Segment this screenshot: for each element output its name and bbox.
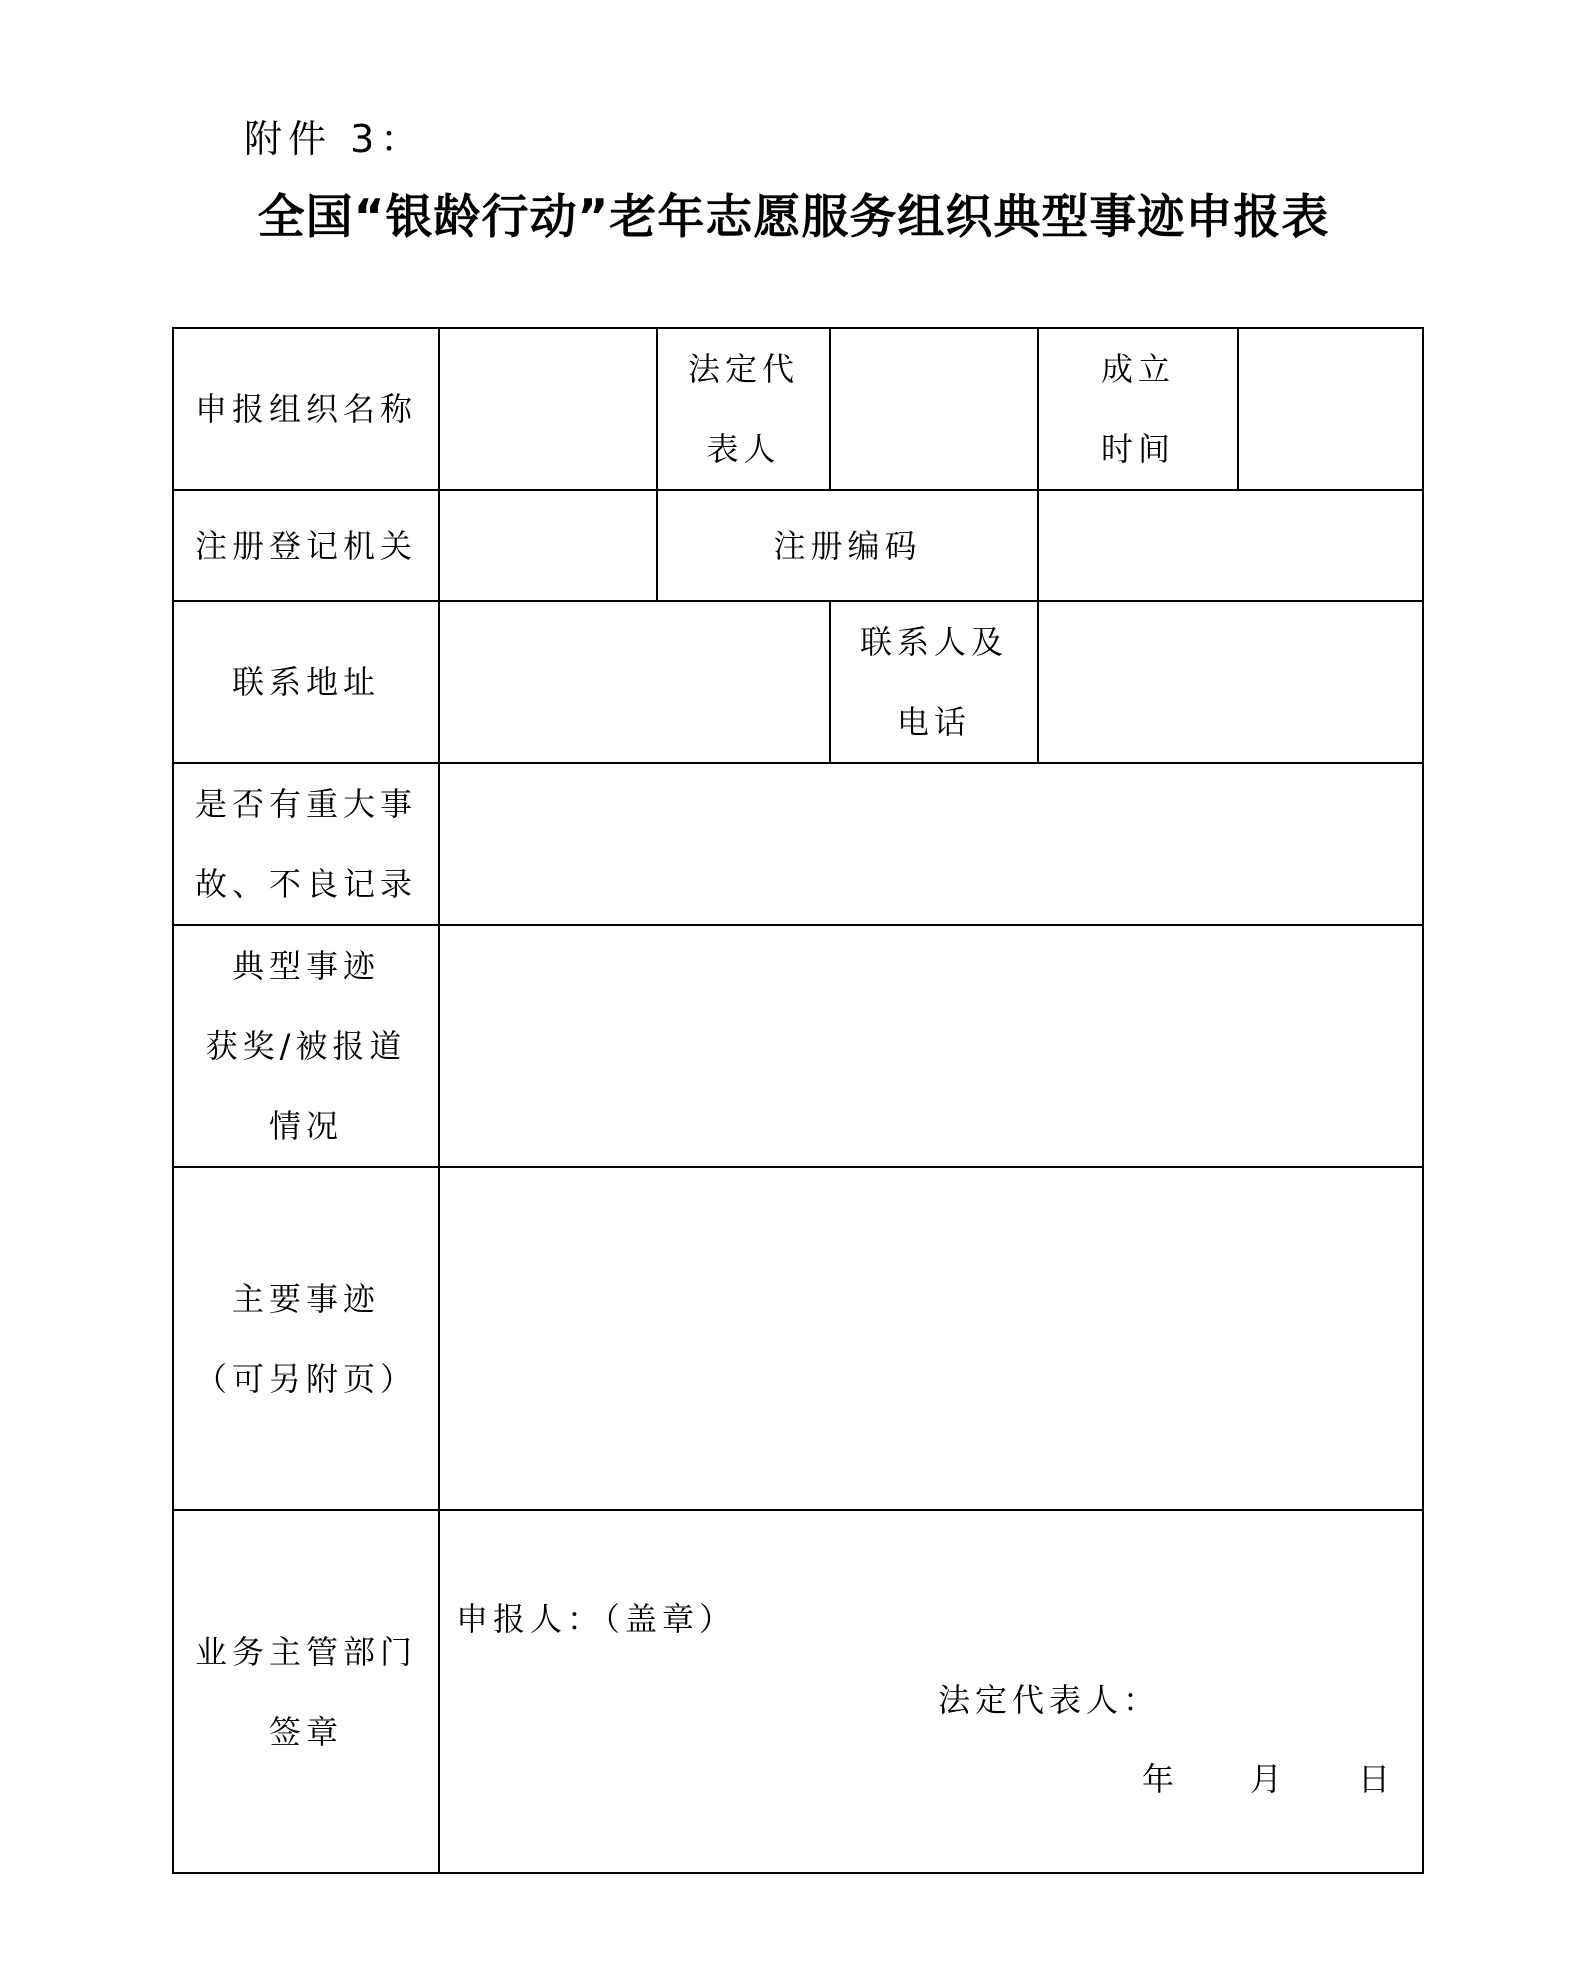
applicant-seal-line: 申报人：（盖章） [456,1600,737,1638]
attachment-label: 附件 3： [244,117,425,161]
registration-code-label: 注册编码 [773,526,922,565]
legal-rep-sign-line: 法定代表人： [938,1681,1161,1719]
org-name-label: 申报组织名称 [194,390,417,428]
awards-field[interactable] [440,926,1422,1166]
org-name-field[interactable] [440,329,656,489]
main-deeds-field[interactable] [440,1168,1422,1509]
table-border-bottom [172,1872,1424,1874]
registry-authority-field[interactable] [440,491,656,600]
address-label: 联系地址 [231,663,380,701]
registry-authority-label: 注册登记机关 [194,526,417,565]
form-title: 全国“银龄行动”老年志愿服务组织典型事迹申报表 [257,190,1330,245]
table-border-right [1422,327,1424,1874]
contact-label: 联系人及 电话 [859,623,1008,741]
established-field[interactable] [1239,329,1422,489]
accident-record-field[interactable] [440,764,1422,924]
address-field[interactable] [440,602,829,762]
established-label: 成立 时间 [1100,350,1175,468]
supervisor-seal-label: 业务主管部门 签章 [194,1632,417,1751]
accident-record-label: 是否有重大事 故、不良记录 [194,785,417,903]
date-line: 年 月 日 [1142,1760,1395,1798]
main-deeds-label: 主要事迹 （可另附页） [194,1279,417,1398]
legal-rep-field[interactable] [831,329,1037,489]
contact-field[interactable] [1039,602,1422,762]
legal-rep-label: 法定代 表人 [687,350,799,468]
registration-code-field[interactable] [1039,491,1422,600]
awards-label: 典型事迹 获奖/被报道 情况 [205,947,407,1145]
